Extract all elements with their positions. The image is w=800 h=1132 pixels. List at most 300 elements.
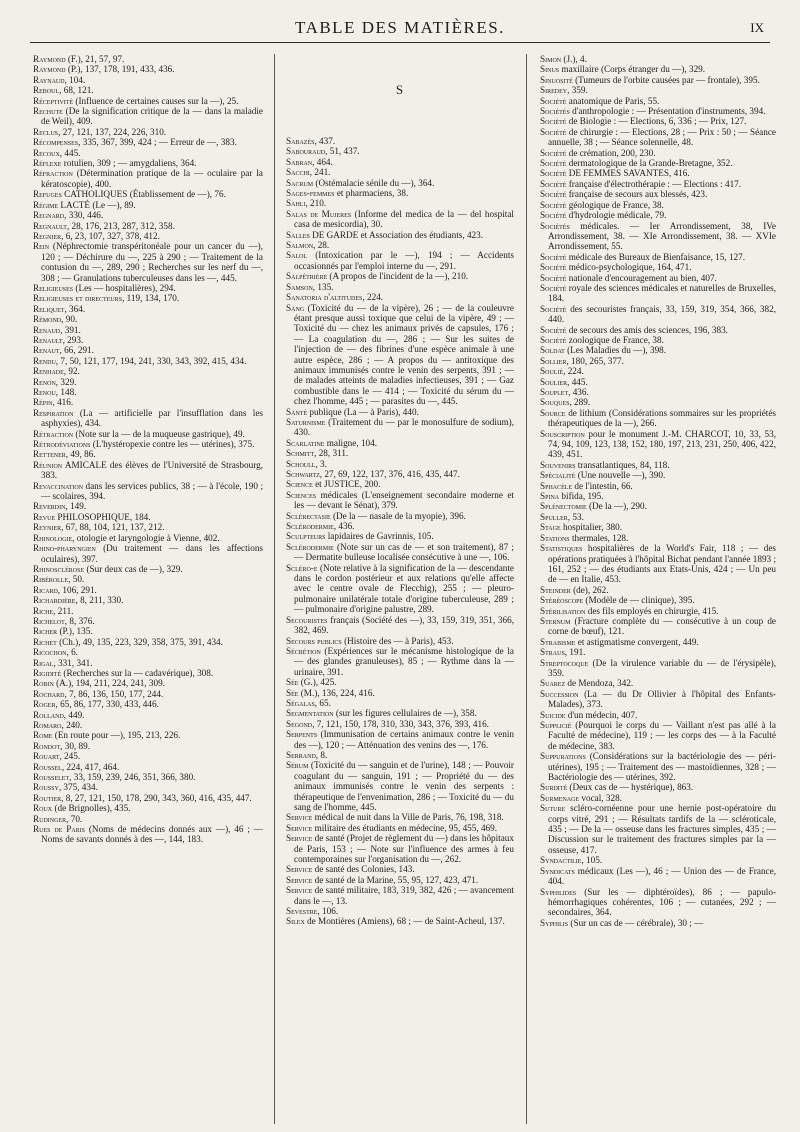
- index-headword: Sinuosité: [540, 74, 573, 85]
- index-headword: Renon: [33, 376, 56, 387]
- index-entry: [540, 481, 776, 491]
- index-entry: [33, 460, 263, 481]
- index-entry: [540, 512, 776, 522]
- index-references: (Note relative à la signification de la — descendante dans le cordon postérieur et aux relations qu'elle affecte avec le centre ovale de Flecchig), 255 ; — pleuro-pulmonaire unilatérale totale d'origine tuberculeuse, 289 ; — pulmonaire d'origine palustre, 289.: [294, 562, 514, 615]
- index-entry: [540, 200, 776, 210]
- index-references: , 436.: [333, 521, 355, 532]
- index-headword: Raymond: [33, 64, 66, 75]
- index-headword: Splénectomie: [540, 501, 587, 512]
- index-headword: Ségalas: [286, 697, 315, 708]
- index-headword: Surmenage: [540, 792, 580, 803]
- index-entry: [33, 772, 263, 782]
- index-entry: [33, 730, 263, 740]
- index-headword: Stéréoscope: [540, 595, 584, 606]
- index-entry: [286, 459, 514, 469]
- index-entry: [286, 521, 514, 531]
- index-entry: [286, 146, 514, 156]
- index-references: , 330, 446.: [64, 210, 104, 221]
- index-entry: [540, 387, 776, 397]
- index-references: (sur les figures cellulaires de —), 358.: [333, 708, 477, 719]
- index-headword: Rudinger: [33, 813, 67, 824]
- index-headword: Sociétés: [540, 220, 570, 231]
- index-references: (de Brignolles), 435.: [52, 803, 131, 814]
- index-headword: Renaud: [33, 324, 61, 335]
- index-entry: [540, 751, 776, 782]
- index-references: bifida, 195.: [559, 491, 604, 502]
- index-headword: Soulié: [540, 366, 564, 377]
- index-headword: Recoux: [33, 147, 60, 158]
- index-headword: Rondot: [33, 740, 61, 751]
- index-headword: Société: [540, 147, 567, 158]
- index-entry: [286, 282, 514, 292]
- index-headword: Société: [540, 126, 567, 137]
- index-references: (G.), 425.: [298, 677, 337, 688]
- index-headword: Sérum: [286, 760, 309, 771]
- index-headword: Rendu: [33, 355, 56, 366]
- index-entry: [33, 148, 263, 158]
- index-headword: Rhinosclérose: [33, 563, 85, 574]
- index-entry: [540, 127, 776, 148]
- index-entry: [286, 157, 514, 167]
- index-headword: Rolland: [33, 709, 64, 720]
- index-headword: Secouristes: [286, 614, 328, 625]
- index-headword: Ricard: [33, 584, 58, 595]
- index-references: (Histoire des — à Paris), 453.: [341, 635, 454, 646]
- index-references: publique (La — à Paris), 440.: [307, 406, 419, 417]
- index-entry: [286, 531, 514, 541]
- index-references: des secouristes français, 33, 159, 319, 354, 366, 382, 440.: [548, 303, 776, 325]
- index-references: , 105.: [581, 855, 603, 866]
- index-headword: Renhade: [33, 366, 64, 377]
- index-references: de crémation, 200, 230.: [566, 147, 656, 158]
- index-entry: [286, 448, 514, 458]
- index-entry: [540, 96, 776, 106]
- index-entry: [33, 85, 263, 95]
- index-headword: Société: [540, 210, 567, 221]
- index-entry: [286, 178, 514, 188]
- index-entry: [286, 271, 514, 281]
- section-letter: S: [395, 82, 405, 97]
- index-references: , 293.: [62, 334, 84, 345]
- index-references: (La — artificielle par l'insufflation dans les asphyxies), 434.: [41, 407, 263, 429]
- index-references: vocal, 328.: [579, 792, 622, 803]
- index-references: DE GARDE et Association des étudiants, 423.: [309, 229, 484, 240]
- index-references: (Du traitement — dans les affections oculaires), 397.: [41, 543, 263, 564]
- index-entry: [540, 64, 776, 74]
- index-references: (De la virulence variable du — de l'érysipèle), 359.: [548, 657, 776, 678]
- index-entry: [33, 356, 263, 366]
- index-references: , 67, 88, 104, 121, 137, 212.: [61, 522, 165, 533]
- index-headword: Société: [540, 178, 567, 189]
- index-references: , 70.: [66, 813, 83, 824]
- index-headword: Société: [540, 303, 567, 314]
- index-references: DE FEMMES SAVANTES, 416.: [566, 168, 690, 179]
- index-references: d'anthropologie : — Présentation d'instruments, 394.: [569, 106, 766, 117]
- index-headword: Reynier: [33, 522, 62, 533]
- index-headword: Source: [540, 407, 566, 418]
- index-entry: [540, 273, 776, 283]
- index-references: , 28, 311.: [314, 448, 349, 459]
- index-entry: [286, 479, 514, 489]
- index-headword: Sanatoria d'altitudes: [286, 292, 363, 303]
- index-entry: [33, 106, 263, 127]
- index-references: , 8, 211, 330.: [75, 595, 124, 606]
- index-headword: Strabisme: [540, 636, 576, 647]
- index-references: et astigmatisme convergent, 449.: [575, 636, 699, 647]
- index-headword: Rues de Paris: [33, 824, 85, 835]
- index-entry: [286, 916, 514, 926]
- index-headword: Supplicié: [540, 720, 572, 730]
- index-references: (Une nouvelle —), 390.: [575, 470, 666, 481]
- index-headword: Steinder: [540, 584, 571, 595]
- index-headword: Société: [540, 189, 567, 200]
- index-references: (J.), 4.: [561, 54, 587, 64]
- index-headword: Routier: [33, 792, 62, 803]
- index-headword: Raymond: [33, 54, 66, 64]
- index-headword: Spuller: [540, 511, 568, 522]
- index-headword: Ribérolle: [33, 574, 69, 585]
- index-entry: [286, 646, 514, 677]
- index-headword: Société: [540, 168, 567, 179]
- index-references: , 359.: [567, 85, 588, 96]
- index-entry: [540, 148, 776, 158]
- index-entry: [540, 179, 776, 189]
- index-entry: [286, 719, 514, 729]
- index-headword: Rousselet: [33, 772, 70, 783]
- index-entry: [33, 210, 263, 220]
- index-entry: [286, 542, 514, 563]
- index-headword: Sahli: [286, 198, 306, 209]
- page-number: IX: [750, 20, 764, 35]
- index-entry: [286, 677, 514, 687]
- index-entry: [286, 490, 514, 511]
- index-headword: Stage: [540, 522, 561, 533]
- index-entry: [286, 615, 514, 636]
- index-entry: [540, 647, 776, 657]
- index-entry: [540, 803, 776, 855]
- index-headword: Renaut: [33, 345, 60, 356]
- index-headword: Sacchi: [286, 167, 310, 178]
- index-references: , 28.: [313, 240, 330, 251]
- index-headword: Renou: [33, 387, 56, 397]
- index-references: , 148.: [55, 387, 77, 397]
- index-entry: [33, 96, 263, 106]
- index-references: , otologie et laryngologie à Vienne, 402.: [72, 532, 220, 543]
- index-headword: Religieuses et directeurs: [33, 293, 123, 304]
- index-headword: Suarez: [540, 678, 566, 689]
- index-entry: [33, 762, 263, 772]
- index-entry: [540, 782, 776, 792]
- index-column-2: [286, 54, 514, 1124]
- index-headword: Sclérodermie: [286, 541, 334, 552]
- index-entry: [33, 189, 263, 199]
- index-headword: Sécrétion: [286, 645, 321, 656]
- index-headword: Sclérectasie: [286, 510, 331, 521]
- index-entry: [540, 637, 776, 647]
- index-headword: Siredey: [540, 85, 568, 96]
- index-references: (Note sur la — de la muqueuse gastrique), 49.: [73, 428, 245, 439]
- index-headword: Soulier: [540, 376, 568, 387]
- index-references: , 7, 50, 121, 177, 194, 241, 330, 343, 392, 415, 434.: [55, 355, 247, 366]
- index-headword: Souscription: [540, 428, 585, 439]
- index-headword: Réceptivité: [33, 95, 74, 106]
- index-references: (A.), 194, 211, 224, 241, 309.: [53, 678, 165, 689]
- index-entry: [286, 230, 514, 240]
- index-references: (L'hystéropexie contre les — utérines), 375.: [90, 439, 255, 450]
- index-headword: Sabouraud: [286, 146, 326, 157]
- index-references: (Modèle de — clinique), 395.: [583, 595, 695, 606]
- index-headword: Sages-femmes: [286, 188, 335, 199]
- index-references: française de secours aux blessés, 423.: [566, 189, 708, 200]
- index-entry: [540, 793, 776, 803]
- index-entry: [540, 658, 776, 679]
- index-references: , 33, 159, 239, 246, 351, 366, 380.: [69, 772, 196, 783]
- index-references: , 210.: [305, 198, 327, 209]
- index-references: (Intoxication par le —), 194 ; — Accidents occasionnés par l'emploi interne du —, 291.: [294, 250, 514, 271]
- index-references: , 66, 291.: [59, 345, 94, 356]
- index-entry: [540, 210, 776, 220]
- index-entry: [540, 304, 776, 325]
- index-entry: [540, 887, 776, 918]
- index-headword: Renault: [33, 334, 63, 345]
- index-references: , 53.: [567, 511, 584, 522]
- index-column-1: [33, 54, 263, 1124]
- index-references: (Les — hospitalières), 294.: [73, 282, 176, 293]
- index-references: , 6.: [66, 647, 78, 658]
- index-entry: [33, 751, 263, 761]
- index-headword: Service: [286, 864, 313, 875]
- index-headword: Souplet: [540, 387, 569, 397]
- index-references: militaire des étudiants en médecine, 95, 455, 469.: [312, 822, 498, 833]
- index-entry: [33, 54, 263, 64]
- index-headword: Société: [540, 272, 567, 283]
- index-headword: Service: [286, 812, 313, 823]
- index-entry: [540, 408, 776, 429]
- index-references: , 180, 265, 377.: [566, 355, 624, 366]
- index-references: de Montières (Amiens), 68 ; — de Saint-Acheul, 137.: [304, 916, 505, 927]
- index-entry: [33, 668, 263, 678]
- index-entry: [33, 699, 263, 709]
- index-entry: [540, 252, 776, 262]
- index-headword: Sphacèle: [540, 480, 573, 491]
- index-references: , 50.: [68, 574, 85, 585]
- index-references: , 8.: [315, 749, 328, 760]
- index-references: (Deux cas de — hystérique), 863.: [567, 782, 694, 793]
- index-headword: Silex: [286, 916, 305, 927]
- index-entry: [33, 137, 263, 147]
- index-references: dermatologique de la Grande-Bretagne, 352.: [566, 158, 733, 169]
- index-headword: Service: [286, 874, 313, 885]
- index-entry: [540, 345, 776, 355]
- index-references: (Considérations sur la bactériologie des — péri-utérines), 195 ; — Traitement des — mastoïdiennes, 328 ; — Bactériologie des — utérines, 392.: [548, 751, 776, 783]
- index-entry: [33, 221, 263, 231]
- index-headword: Société: [540, 95, 567, 106]
- index-entry: [286, 209, 514, 230]
- index-headword: Service: [286, 885, 313, 896]
- index-entry: [286, 250, 514, 271]
- index-references: , 104.: [64, 74, 86, 85]
- index-entry: [286, 906, 514, 916]
- index-headword: Rochard: [33, 688, 65, 699]
- index-entry: [286, 407, 514, 417]
- index-references: médicales (L'enseignement secondaire moderne et les — devant le Sénat), 379.: [294, 489, 514, 511]
- index-headword: Réflexe: [33, 158, 62, 169]
- index-headword: Richelot: [33, 615, 65, 626]
- index-entry: [540, 678, 776, 688]
- index-headword: Saturnisme: [286, 416, 326, 427]
- index-entry: [286, 833, 514, 864]
- index-entry: [286, 875, 514, 885]
- index-entry: [540, 616, 776, 637]
- index-entry: [33, 75, 263, 85]
- index-references: (Détermination pratique de la — oculaire par la kératoscopie), 400.: [41, 168, 263, 189]
- index-references: (de), 262.: [570, 584, 609, 595]
- index-entry: [33, 637, 263, 647]
- index-references: thermales, 128.: [569, 532, 629, 543]
- index-entry: [33, 449, 263, 459]
- index-references: , 224, 417, 464.: [61, 761, 120, 772]
- index-headword: Scléro-e: [286, 562, 318, 573]
- index-entry: [540, 710, 776, 720]
- index-references: de santé (Projet de règlement du —) dans les hôpitaux de Paris, 153 ; — Note sur l'influence des armes à feu contemporaines sur l'organisation du —, 262.: [294, 833, 514, 865]
- index-entry: [286, 417, 514, 438]
- index-entry: [540, 221, 776, 252]
- index-references: (Les Maladies du —), 398.: [564, 345, 667, 356]
- index-entry: [540, 397, 776, 407]
- index-headword: Soldat: [540, 345, 565, 356]
- index-entry: [286, 750, 514, 760]
- index-entry: [286, 729, 514, 750]
- index-entry: [540, 356, 776, 366]
- index-references: , 240.: [61, 720, 83, 730]
- index-references: (Expériences sur le mécanisme histologique de la — des glandes granuleuses), 85 ; — Rythme dans la — urinaire, 391.: [294, 645, 514, 677]
- index-headword: Société: [540, 334, 567, 345]
- index-headword: Suture: [540, 803, 566, 814]
- index-headword: Salles: [286, 229, 310, 240]
- index-entry: [540, 470, 776, 480]
- index-headword: Refuges: [33, 189, 62, 200]
- index-references: , 445.: [567, 376, 588, 387]
- index-headword: Salpêtrière: [286, 271, 328, 282]
- index-headword: Sociétés: [540, 106, 570, 117]
- index-headword: Syphilides: [540, 886, 577, 897]
- column-divider: [526, 54, 527, 1124]
- index-references: , 7, 121, 150, 178, 310, 330, 343, 376, 393, 416.: [312, 718, 489, 729]
- index-entry: [33, 168, 263, 189]
- index-entry: [33, 314, 263, 324]
- index-entry: [286, 303, 514, 407]
- index-headword: Rein: [33, 241, 50, 252]
- index-references: (Ostémalacie sénile du —), 364.: [313, 177, 435, 188]
- index-references: PHILOSOPHIQUE, 184.: [55, 511, 151, 522]
- index-references: royale des sciences médicales et naturelles de Bruxelles, 184.: [548, 282, 776, 304]
- index-headword: Raynaud: [33, 74, 65, 85]
- index-references: , 7, 86, 136, 150, 177, 244.: [64, 688, 164, 699]
- index-entry: [286, 469, 514, 479]
- index-entry: [33, 377, 263, 387]
- index-headword: Répin: [33, 397, 53, 408]
- index-headword: Sternum: [540, 615, 571, 626]
- index-references: , 149.: [65, 501, 87, 512]
- index-references: (De la —), 290.: [586, 501, 647, 512]
- index-headword: Regnault: [33, 220, 67, 231]
- index-entry: [540, 158, 776, 168]
- index-references: , 391.: [60, 324, 81, 335]
- index-headword: Rigal: [33, 657, 54, 668]
- index-entry: [33, 658, 263, 668]
- index-headword: Science: [286, 479, 313, 490]
- index-headword: Serpents: [286, 729, 318, 740]
- index-references: , 375, 434.: [58, 782, 98, 793]
- index-headword: Rome: [33, 730, 53, 741]
- index-references: de l'intestin, 66.: [572, 480, 633, 491]
- index-references: (Toxicité du — de la vipère), 26 ; — de la couleuvre étant presque aussi toxique que celui de la vipère, 49 ; — Toxicité du — chez les animaux privés de capsules, 176 ; — La coagulation du —, 286 ; — Sur les suites de l'injection de — des fibrines d'une espèce animale à une autre espèce, 286 ; — A propos du — antitoxique des animaux immunisés contre le venin des serpents, 391 ; — de malades atteints de maladies infectieuses, 391 ; — Gaz combustible dans le — 414 ; — Toxicité du sérum du — chez l'homme, 445 ; — parasites du —, 445.: [294, 302, 514, 407]
- index-entry: [540, 855, 776, 865]
- index-headword: Scarlatine: [286, 437, 325, 448]
- index-references: (Sur deux cas de —), 329.: [84, 563, 183, 574]
- index-entry: [286, 636, 514, 646]
- index-entry: [33, 824, 263, 845]
- index-headword: Rettener: [33, 449, 66, 460]
- index-headword: Segond: [286, 718, 313, 729]
- index-headword: Riche: [33, 605, 54, 616]
- index-references: , 51, 437.: [325, 146, 360, 157]
- index-references: , 106, 291.: [57, 584, 97, 595]
- index-headword: Sabran: [286, 156, 313, 167]
- index-references: , 245.: [59, 751, 81, 762]
- index-references: (P.), 135.: [57, 626, 93, 637]
- index-headword: Revaccination: [33, 480, 84, 491]
- index-entry: [33, 782, 263, 792]
- index-references: , 416.: [52, 397, 74, 408]
- index-references: (Immunisation de certains animaux contre le venin des —), 120 ; — Atténuation des venins des —, 176.: [294, 729, 514, 750]
- index-headword: Roussel: [33, 761, 62, 772]
- index-references: , 49, 86.: [65, 449, 96, 460]
- index-entry: [33, 283, 263, 293]
- index-references: (Informe del medica de la — del hospital casa de mesicordia), 30.: [294, 208, 514, 230]
- index-entry: [286, 167, 514, 177]
- index-headword: Sculpteurs: [286, 531, 326, 542]
- index-references: , 335, 367, 399, 424 ; — Erreur de —, 383.: [78, 137, 237, 148]
- index-references: de Biologie : — Elections, 6, 336 ; — Prix, 127.: [566, 116, 747, 127]
- index-references: , 436.: [568, 387, 589, 397]
- index-headword: Suicide: [540, 709, 566, 720]
- index-headword: Reclus: [33, 126, 59, 137]
- index-references: , 92.: [63, 366, 80, 377]
- index-entry: [33, 689, 263, 699]
- index-headword: Reboul: [33, 85, 60, 96]
- index-entry: [540, 595, 776, 605]
- index-entry: [540, 116, 776, 126]
- index-entry: [33, 64, 263, 74]
- index-headword: Salmon: [286, 240, 314, 251]
- index-entry: [33, 397, 263, 407]
- index-references: AMICALE des élèves de l'Université de Strasbourg, 383.: [41, 459, 263, 481]
- index-headword: Rémond: [33, 314, 62, 325]
- index-entry: [540, 335, 776, 345]
- index-references: , 119, 134, 170.: [122, 293, 180, 304]
- index-references: d'un médecin, 407.: [565, 709, 638, 720]
- index-references: , 135.: [312, 281, 334, 292]
- index-references: (De la signification critique de la — dans la maladie de Weil), 409.: [41, 106, 263, 127]
- index-entry: [286, 136, 514, 146]
- index-references: (Influence de certaines causes sur la —), 25.: [73, 95, 239, 106]
- index-references: CATHOLIQUES (Établissement de —), 76.: [61, 189, 226, 200]
- index-headword: Société: [540, 199, 567, 210]
- index-references: (Traitement du — par le monosulfure de sodium), 430.: [294, 416, 514, 438]
- index-entry: [286, 708, 514, 718]
- index-headword: Richer: [33, 626, 58, 637]
